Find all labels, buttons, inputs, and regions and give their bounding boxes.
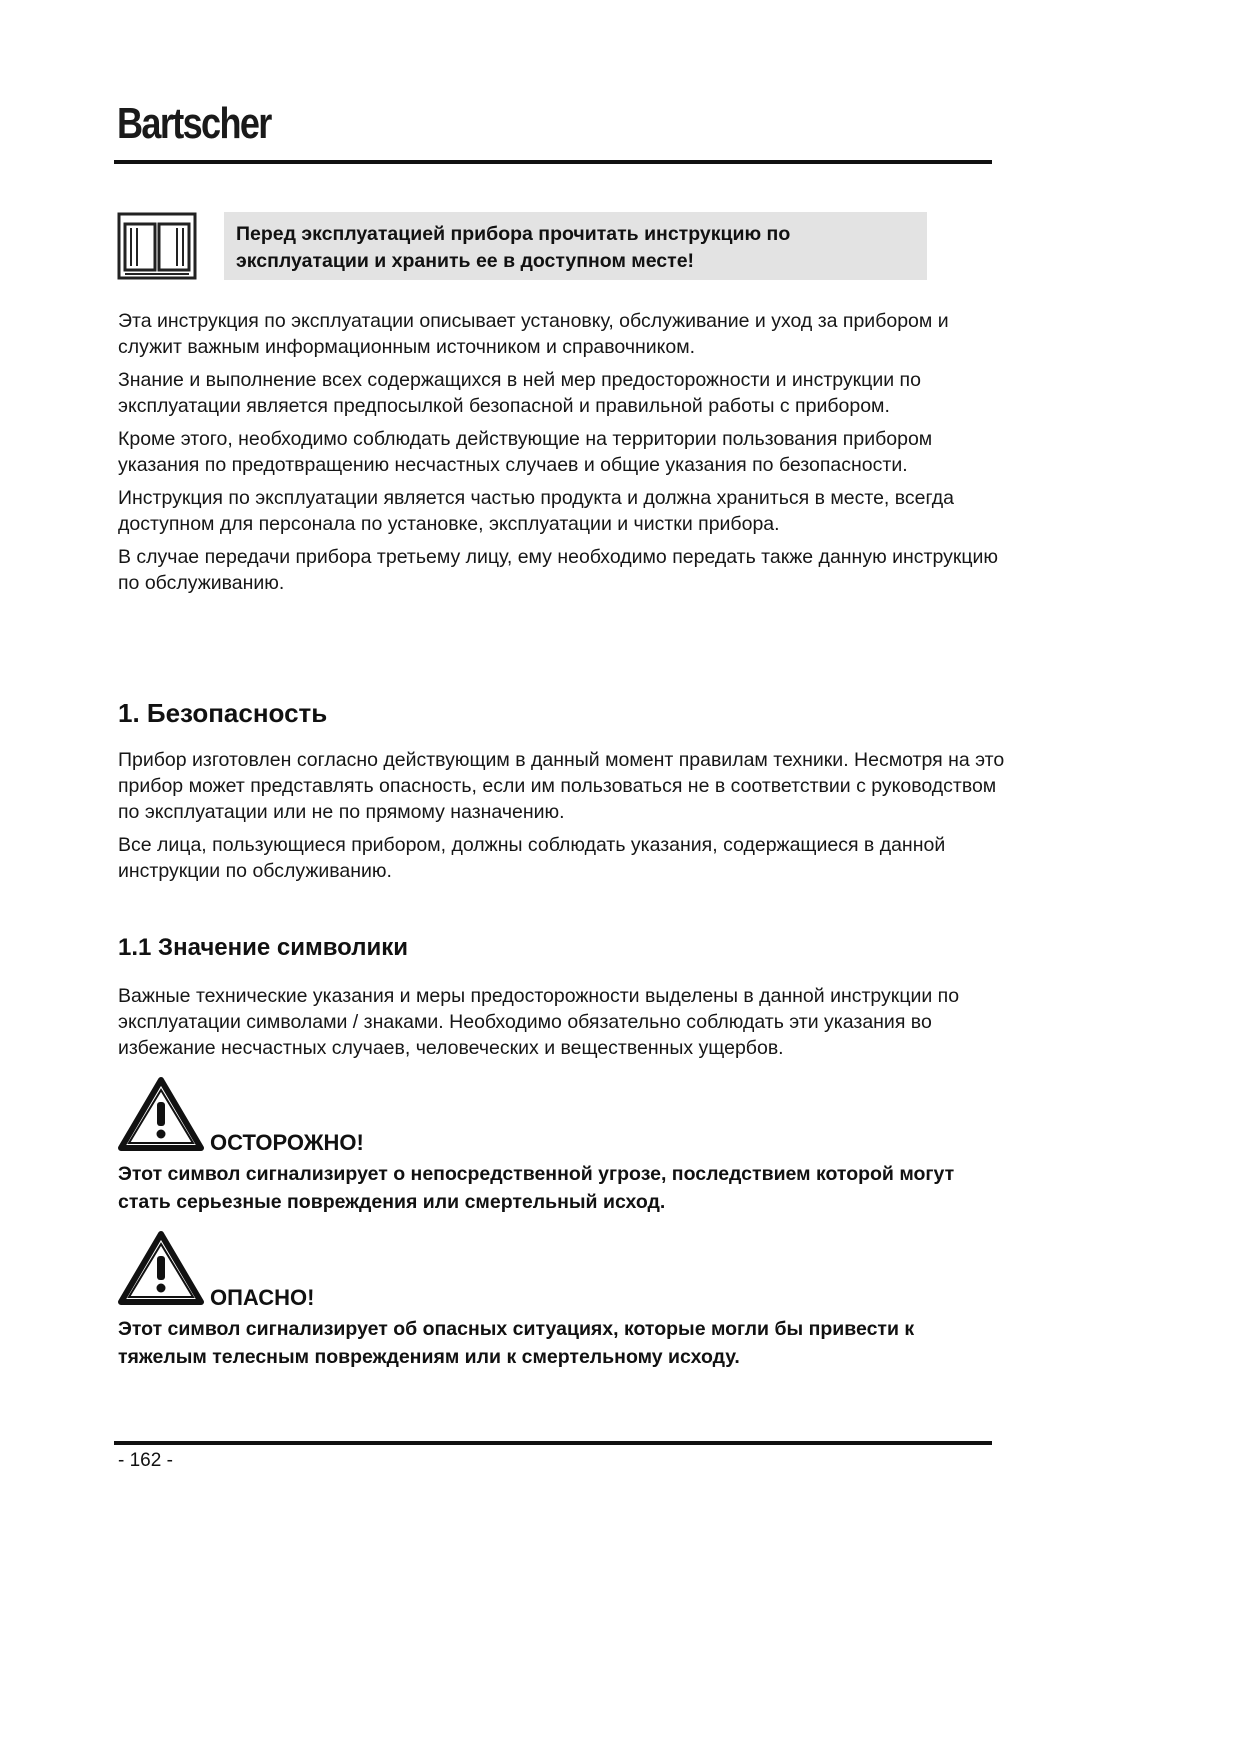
read-instructions-notice xyxy=(224,212,927,280)
notice-text: Перед эксплуатацией прибора прочитать инструкцию по эксплуатации и хранить ее в доступном месте! xyxy=(236,223,791,272)
page-number: - 162 - xyxy=(118,1450,173,1471)
book-icon xyxy=(117,212,197,280)
warning-title-caution: ОСТОРОЖНО! xyxy=(210,1130,364,1155)
intro-paragraph: Знание и выполнение всех содержащихся в ней мер предосторожности и инструкции по эксплуатации является предпосылкой безопасной и правильной работы с прибором. xyxy=(118,369,921,417)
symbols-paragraph: Важные технические указания и меры предосторожности выделены в данной инструкции по эксплуатации символами / знаками. Необходимо обязательно соблюдать эти указания во избежание несчастных случаев, человеческих и вещественных ущербов. xyxy=(118,985,960,1059)
warning-triangle-icon xyxy=(117,1230,205,1306)
warning-triangle-icon xyxy=(117,1076,205,1152)
warning-title-danger: ОПАСНО! xyxy=(210,1285,315,1310)
section-title-safety: 1. Безопасность xyxy=(118,698,328,728)
intro-paragraph: Эта инструкция по эксплуатации описывает установку, обслуживание и уход за прибором и служит важным информационным источником и справочником. xyxy=(118,310,949,358)
warning-text-danger: Этот символ сигнализирует об опасных ситуациях, которые могли бы привести к тяжелым телесным повреждениям или к смертельному исходу. xyxy=(118,1318,915,1368)
warning-text-caution: Этот символ сигнализирует о непосредственной угрозе, последствием которой могут стать серьезные повреждения или смертельный исход. xyxy=(118,1163,955,1213)
safety-paragraph: Все лица, пользующиеся прибором, должны соблюдать указания, содержащиеся в данной инструкции по обслуживанию. xyxy=(118,834,946,882)
logo-text: Bartscher xyxy=(117,99,271,148)
intro-paragraph: Инструкция по эксплуатации является частью продукта и должна храниться в месте, всегда доступном для персонала по установке, эксплуатации и чистки прибора. xyxy=(118,487,954,535)
intro-paragraph: В случае передачи прибора третьему лицу, ему необходимо передать также данную инструкцию по обслуживанию. xyxy=(118,546,999,594)
bartscher-logo xyxy=(117,92,304,156)
safety-paragraph: Прибор изготовлен согласно действующим в данный момент правилам техники. Несмотря на это прибор может представлять опасность, если им пользоваться не в соответствии с руководством по эксплуатации или не по прямому назначению. xyxy=(118,749,1005,823)
header-divider xyxy=(114,160,992,164)
safety-section xyxy=(118,747,1013,884)
symbols-section xyxy=(118,983,1023,1061)
section-title-symbols: 1.1 Значение символики xyxy=(118,934,408,961)
footer-divider xyxy=(114,1441,992,1445)
intro-paragraph: Кроме этого, необходимо соблюдать действующие на территории пользования прибором указания по предотвращению несчастных случаев и общие указания по безопасности. xyxy=(118,428,933,476)
intro-section xyxy=(118,308,1013,596)
